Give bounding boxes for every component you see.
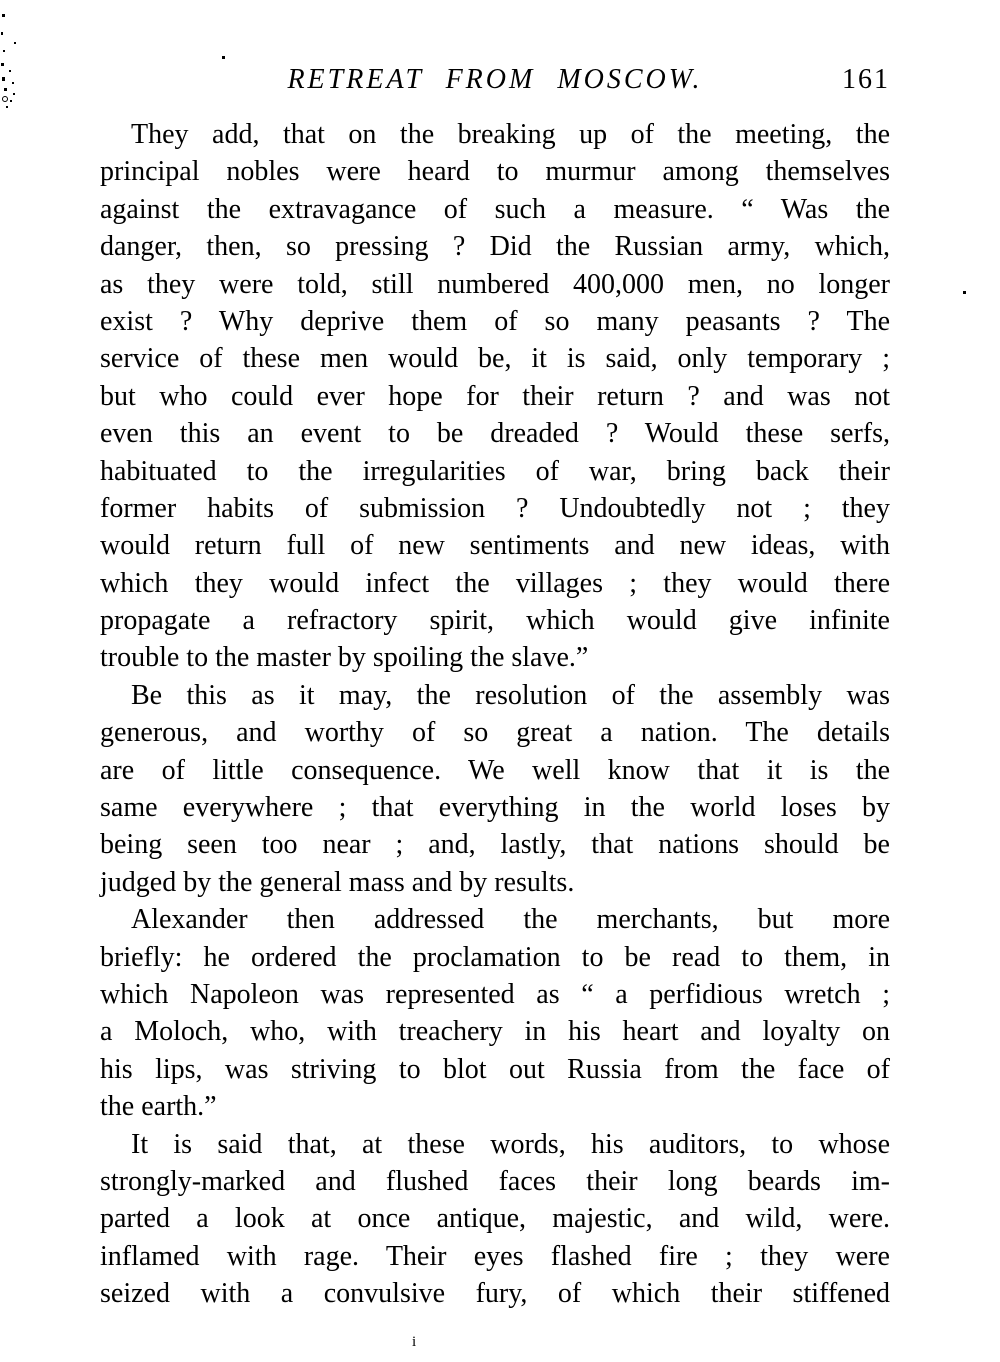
text-line: judged by the general mass and by results.	[100, 866, 575, 898]
text-line: which they would infect the villages ; they would there	[100, 567, 890, 599]
page-body-text	[100, 116, 890, 1313]
text-line: the earth.”	[100, 1091, 217, 1123]
text-line: generous, and worthy of so great a nation. The details	[100, 717, 890, 749]
text-line: exist ? Why deprive them of so many peasants ? The	[100, 305, 890, 337]
text-line: against the extravagance of such a measure. “ Was the	[100, 193, 890, 225]
text-line: inflamed with rage. Their eyes flashed fire ; they were	[100, 1240, 890, 1272]
text-line: but who could ever hope for their return ? and was not	[100, 380, 890, 412]
text-line: Be this as it may, the resolution of the assembly was	[131, 679, 890, 711]
text-line: They add, that on the breaking up of the meeting, the	[131, 119, 890, 150]
text-line: habituated to the irregularities of war, bring back their	[100, 455, 890, 487]
running-header	[100, 64, 890, 98]
text-line: are of little consequence. We well know that it is the	[100, 754, 890, 786]
text-line: briefly: he ordered the proclamation to be read to them, in	[100, 941, 890, 973]
text-line: strongly-marked and flushed faces their long beards im-	[100, 1165, 890, 1197]
text-line: even this an event to be dreaded ? Would these serfs,	[100, 418, 890, 450]
text-line: service of these men would be, it is said, only temporary ;	[100, 343, 890, 375]
text-line: It is said that, at these words, his auditors, to whose	[131, 1128, 890, 1160]
text-line: a Moloch, who, with treachery in his heart and loyalty on	[100, 1016, 890, 1048]
text-line: principal nobles were heard to murmur among themselves	[100, 156, 890, 188]
signature-mark: i	[412, 1334, 417, 1350]
text-line: his lips, was striving to blot out Russia from the face of	[100, 1053, 890, 1085]
running-title: RETREAT FROM MOSCOW.	[287, 64, 703, 95]
text-line: seized with a convulsive fury, of which their stiffened	[100, 1278, 890, 1310]
text-line: propagate a refractory spirit, which would give infinite	[100, 605, 890, 637]
text-line: same everywhere ; that everything in the world loses by	[100, 792, 890, 824]
text-line: trouble to the master by spoiling the slave.”	[100, 642, 589, 674]
text-line: Alexander then addressed the merchants, but more	[131, 904, 890, 936]
page-number: 161	[842, 64, 890, 95]
text-line: which Napoleon was represented as “ a perfidious wretch ;	[100, 978, 890, 1010]
text-line: would return full of new sentiments and new ideas, with	[100, 530, 890, 562]
text-line: danger, then, so pressing ? Did the Russian army, which,	[100, 231, 890, 263]
text-line: being seen too near ; and, lastly, that nations should be	[100, 829, 890, 861]
text-line: as they were told, still numbered 400,000 men, no longer	[100, 268, 890, 300]
text-line: former habits of submission ? Undoubtedly not ; they	[100, 492, 890, 524]
text-line: parted a look at once antique, majestic, and wild, were.	[100, 1203, 890, 1235]
